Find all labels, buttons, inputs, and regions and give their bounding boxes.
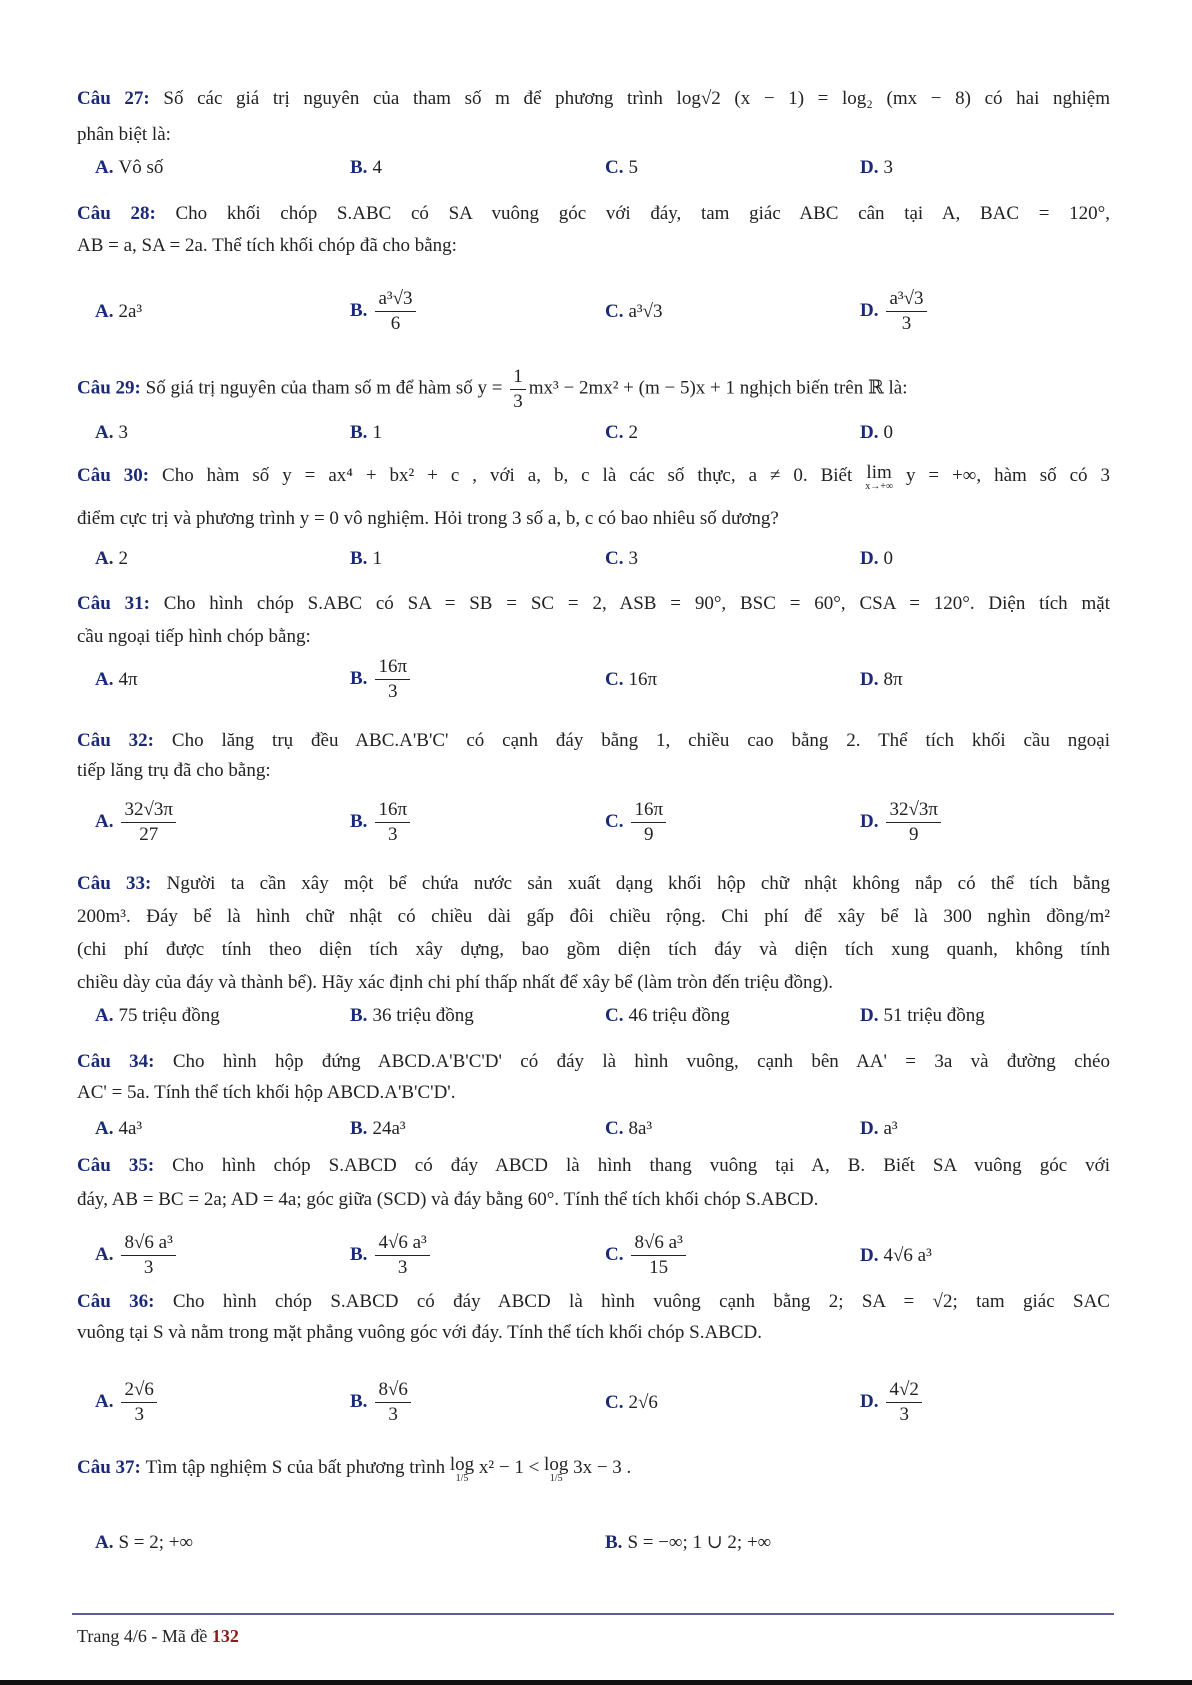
- numerator: 2√6: [121, 1378, 156, 1403]
- option-letter: B.: [350, 157, 368, 178]
- text-run: 0: [883, 422, 893, 443]
- answer-option[interactable]: [95, 1003, 220, 1029]
- fraction: [121, 798, 176, 847]
- text-run: a³: [883, 1118, 898, 1139]
- option-letter: D.: [860, 1245, 879, 1266]
- answer-option[interactable]: [350, 1231, 433, 1280]
- answer-option[interactable]: [95, 798, 179, 847]
- numerator: 8√6: [375, 1378, 410, 1403]
- answer-option[interactable]: [860, 546, 893, 572]
- option-letter: A.: [95, 669, 114, 690]
- numerator: 8√6 a³: [121, 1231, 175, 1256]
- answer-option[interactable]: [95, 1231, 179, 1280]
- question-label: Câu 36:: [77, 1291, 173, 1312]
- question-text-line: [77, 728, 1110, 754]
- denominator: 3: [134, 1403, 144, 1425]
- text-run: 3: [628, 548, 638, 569]
- question-label: Câu 32:: [77, 730, 172, 751]
- answer-option[interactable]: [95, 420, 128, 446]
- answer-option[interactable]: [860, 287, 930, 336]
- answer-option[interactable]: [95, 667, 138, 693]
- option-letter: C.: [605, 1243, 624, 1265]
- text-run: 16π: [628, 669, 658, 690]
- option-letter: A.: [95, 1118, 114, 1139]
- option-letter: D.: [860, 669, 879, 690]
- question-text-line: [77, 86, 1110, 112]
- numerator: 1: [510, 365, 526, 390]
- text-run: 3: [883, 157, 893, 178]
- answer-option[interactable]: [860, 1243, 932, 1269]
- option-letter: B.: [350, 299, 368, 321]
- answer-option[interactable]: [860, 1378, 925, 1427]
- question-text-line: [77, 122, 1110, 148]
- question-text-line: [77, 1080, 1110, 1106]
- text-run: 2: [628, 422, 638, 443]
- question-text-line: [77, 758, 1110, 784]
- option-letter: A.: [95, 1390, 114, 1412]
- text-run: 2a³: [118, 301, 143, 322]
- text-run: tiếp lăng trụ đã cho bằng:: [77, 760, 271, 781]
- question-label: Câu 33:: [77, 873, 167, 894]
- denominator: 3: [513, 390, 523, 412]
- text-run: 5: [628, 157, 638, 178]
- answer-option[interactable]: [605, 420, 638, 446]
- denominator: 9: [644, 823, 654, 845]
- fraction: [375, 1231, 429, 1280]
- answer-option[interactable]: [605, 1231, 689, 1280]
- option-letter: B.: [350, 1005, 368, 1026]
- option-letter: D.: [860, 157, 879, 178]
- operator: log: [449, 1454, 475, 1475]
- text-run: 200m³. Đáy bể là hình chữ nhật có chiều dài gấp đôi chiều rộng. Chi phí để xây bể là 300 nghìn đồng/m²: [77, 906, 1110, 927]
- text-run: 51 triệu đồng: [883, 1005, 985, 1026]
- footer-page-text: Trang 4/6 - Mã đề: [77, 1626, 212, 1646]
- operator-subscript: 1/5: [455, 1473, 469, 1484]
- numerator: 32√3π: [121, 798, 176, 823]
- text-run: 4√6 a³: [883, 1245, 932, 1266]
- text-run: (chi phí được tính theo diện tích xây dựng, bao gồm diện tích đáy và diện tích xung quanh, không tính: [77, 939, 1110, 960]
- text-run: Cho hình chóp S.ABC có SA = SB = SC = 2, ASB = 90°, BSC = 60°, CSA = 120°. Diện tích mặt: [163, 593, 1110, 614]
- denominator: 3: [387, 823, 398, 845]
- option-letter: C.: [605, 810, 624, 832]
- answer-option[interactable]: [350, 1378, 414, 1427]
- answer-option[interactable]: [605, 667, 657, 693]
- option-letter: A.: [95, 1005, 114, 1026]
- answer-option[interactable]: [350, 1003, 474, 1029]
- text-run: mx³ − 2mx² + (m − 5)x + 1 nghịch biến trên ℝ là:: [528, 377, 908, 399]
- text-run: 46 triệu đồng: [628, 1005, 730, 1026]
- text-run: Cho hàm số y = ax⁴ + bx² + c , với a, b, c là các số thực, a ≠ 0. Biết: [162, 465, 866, 486]
- fraction: [375, 798, 410, 847]
- question-text-line: [77, 904, 1110, 930]
- text-run: 75 triệu đồng: [118, 1005, 220, 1026]
- question-label: Câu 31:: [77, 593, 164, 614]
- text-run: 0: [883, 548, 893, 569]
- operator-with-subscript: [865, 463, 893, 492]
- operator-subscript: x→+∞: [865, 481, 893, 492]
- answer-option[interactable]: [605, 1116, 652, 1142]
- operator: lim: [866, 462, 892, 483]
- numerator: a³√3: [886, 287, 926, 312]
- fraction: [631, 1231, 685, 1280]
- text-run: 2: [118, 548, 128, 569]
- footer-divider: [72, 1613, 1114, 1615]
- answer-option[interactable]: [95, 546, 128, 572]
- option-letter: D.: [860, 548, 879, 569]
- option-letter: B.: [350, 1118, 368, 1139]
- answer-option[interactable]: [605, 1530, 771, 1556]
- answer-option[interactable]: [350, 546, 382, 572]
- text-run: Cho hình chóp S.ABCD có đáy ABCD là hình vuông cạnh bằng 2; SA = √2; tam giác SAC: [172, 1291, 1110, 1312]
- option-letter: A.: [95, 301, 114, 322]
- fraction: [631, 798, 666, 847]
- numerator: 16π: [631, 798, 666, 823]
- question-text-line: [77, 1455, 1110, 1484]
- denominator: 3: [901, 312, 912, 334]
- operator: log: [544, 1454, 569, 1475]
- option-letter: C.: [605, 422, 624, 443]
- question-label: Câu 27:: [77, 88, 164, 109]
- question-label: Câu 37:: [77, 1457, 146, 1478]
- denominator: 3: [397, 1256, 408, 1278]
- option-letter: C.: [605, 548, 624, 569]
- numerator: 16π: [375, 798, 410, 823]
- text-run: a³√3: [628, 301, 663, 322]
- question-text-line: [77, 591, 1110, 617]
- numerator: a³√3: [375, 287, 415, 312]
- numerator: 4√2: [886, 1378, 921, 1403]
- denominator: 3: [387, 680, 398, 702]
- text-run: 4π: [118, 669, 138, 690]
- fraction: [375, 655, 410, 704]
- text-run: 24a³: [372, 1118, 406, 1139]
- text-run: Cho hình hộp đứng ABCD.A'B'C'D' có đáy là hình vuông, cạnh bên AA' = 3a và đường chéo: [172, 1051, 1110, 1072]
- option-letter: B.: [350, 548, 368, 569]
- question-text-line: [77, 506, 1110, 532]
- text-run: Tìm tập nghiệm S của bất phương trình: [145, 1457, 450, 1478]
- question-label: Câu 30:: [77, 465, 163, 486]
- operator-with-subscript: [544, 1455, 568, 1484]
- option-letter: C.: [605, 157, 624, 178]
- question-text-line: [77, 463, 1110, 492]
- text-run: Người ta cần xây một bể chứa nước sản xuất dạng khối hộp chữ nhật không nắp có thể tích bằng: [166, 873, 1110, 894]
- text-run: Cho khối chóp S.ABC có SA vuông góc với đáy, tam giác ABC cân tại A, BAC = 120°,: [175, 203, 1110, 224]
- answer-option[interactable]: [860, 798, 944, 847]
- question-text-line: [77, 970, 1110, 996]
- question-text-line: [77, 1289, 1110, 1315]
- option-letter: C.: [605, 1118, 624, 1139]
- question-text-line: [77, 1187, 1110, 1213]
- exam-code: 132: [211, 1626, 239, 1646]
- text-run: 3: [118, 422, 128, 443]
- denominator: 27: [139, 823, 159, 845]
- answer-option[interactable]: [350, 1116, 406, 1142]
- fraction: [375, 1378, 410, 1427]
- option-letter: D.: [860, 1118, 879, 1139]
- page-bottom-edge: [0, 1680, 1192, 1685]
- text-run: S = −∞; 1 ∪ 2; +∞: [627, 1532, 772, 1553]
- text-run: Vô số: [118, 157, 164, 178]
- answer-option[interactable]: [605, 1003, 730, 1029]
- answer-option[interactable]: [350, 798, 413, 847]
- question-text-line: [77, 624, 1110, 650]
- option-letter: C.: [605, 1005, 624, 1026]
- text-run: AC' = 5a. Tính thể tích khối hộp ABCD.A'B'C'D'.: [77, 1082, 456, 1103]
- operator-subscript: 1/5: [549, 1473, 563, 1484]
- question-label: Câu 28:: [77, 203, 176, 224]
- text-run: 1: [372, 548, 382, 569]
- option-letter: D.: [860, 422, 879, 443]
- question-text-line: [77, 365, 1110, 414]
- option-letter: A.: [95, 157, 114, 178]
- answer-option[interactable]: [860, 667, 903, 693]
- question-text-line: [77, 1049, 1110, 1075]
- answer-option[interactable]: [860, 420, 893, 446]
- text-run: y = +∞, hàm số có 3: [892, 465, 1110, 486]
- text-run: cầu ngoại tiếp hình chóp bằng:: [77, 626, 311, 647]
- option-letter: B.: [350, 1243, 368, 1265]
- fraction: [886, 287, 926, 336]
- answer-option[interactable]: [95, 155, 163, 181]
- answer-option[interactable]: [860, 1116, 898, 1142]
- denominator: 3: [388, 1403, 398, 1425]
- question-text-line: [77, 233, 1110, 259]
- text-run: 2√6: [628, 1392, 658, 1413]
- option-letter: A.: [95, 810, 114, 832]
- numerator: 16π: [375, 655, 410, 680]
- page-footer: [77, 1626, 239, 1647]
- numerator: 4√6 a³: [375, 1231, 429, 1256]
- answer-option[interactable]: [95, 1378, 160, 1427]
- denominator: 3: [143, 1256, 154, 1278]
- answer-option[interactable]: [605, 1390, 658, 1416]
- numerator: 32√3π: [886, 798, 941, 823]
- option-letter: B.: [605, 1532, 623, 1553]
- answer-option[interactable]: [350, 155, 382, 181]
- fraction: [375, 287, 415, 336]
- fraction: [121, 1231, 175, 1280]
- text-run: 1: [372, 422, 382, 443]
- text-run: phân biệt là:: [77, 124, 171, 145]
- denominator: 6: [390, 312, 401, 334]
- text-run: Cho hình chóp S.ABCD có đáy ABCD là hình thang vuông tại A, B. Biết SA vuông góc với: [172, 1155, 1110, 1176]
- question-text-line: [77, 937, 1110, 963]
- question-text-line: [77, 1153, 1110, 1179]
- option-letter: D.: [860, 1005, 879, 1026]
- text-run: 3x − 3 .: [568, 1457, 632, 1478]
- question-text-line: [77, 1320, 1110, 1346]
- text-run: S = 2; +∞: [118, 1532, 194, 1553]
- fraction: [121, 1378, 156, 1427]
- fraction: [510, 365, 526, 414]
- option-letter: B.: [350, 810, 368, 832]
- option-letter: D.: [860, 299, 879, 321]
- text-run: AB = a, SA = 2a. Thể tích khối chóp đã cho bằng:: [77, 235, 457, 256]
- text-run: vuông tại S và nằm trong mặt phẳng vuông góc với đáy. Tính thể tích khối chóp S.ABCD.: [77, 1322, 763, 1343]
- option-letter: B.: [350, 667, 368, 689]
- answer-option[interactable]: [95, 1530, 193, 1556]
- answer-option[interactable]: [605, 299, 663, 325]
- option-letter: D.: [860, 1390, 879, 1412]
- option-letter: C.: [605, 669, 624, 690]
- option-letter: A.: [95, 422, 114, 443]
- text-run: điểm cực trị và phương trình y = 0 vô nghiệm. Hỏi trong 3 số a, b, c có bao nhiêu số dương?: [77, 508, 779, 529]
- text-run: chiều dày của đáy và thành bể). Hãy xác định chi phí thấp nhất để xây bể (làm tròn đến triệu đồng).: [77, 972, 834, 993]
- option-letter: A.: [95, 1243, 114, 1265]
- question-label: Câu 35:: [77, 1155, 173, 1176]
- question-text-line: [77, 871, 1110, 897]
- option-letter: A.: [95, 548, 114, 569]
- answer-option[interactable]: [605, 546, 638, 572]
- fraction: [886, 1378, 921, 1427]
- option-letter: C.: [605, 1392, 624, 1413]
- answer-option[interactable]: [95, 1116, 142, 1142]
- text-run: 36 triệu đồng: [372, 1005, 474, 1026]
- option-letter: D.: [860, 810, 879, 832]
- text-run: 8a³: [628, 1118, 653, 1139]
- option-letter: A.: [95, 1532, 114, 1553]
- fraction: [886, 798, 941, 847]
- option-letter: B.: [350, 1390, 368, 1412]
- text-run: Số giá trị nguyên của tham số m để hàm số y =: [145, 377, 508, 399]
- text-run: x² − 1 <: [474, 1457, 545, 1478]
- text-run: 4: [372, 157, 382, 178]
- denominator: 3: [899, 1403, 909, 1425]
- answer-option[interactable]: [350, 287, 419, 336]
- answer-option[interactable]: [605, 155, 638, 181]
- numerator: 8√6 a³: [631, 1231, 685, 1256]
- answer-option[interactable]: [605, 798, 669, 847]
- answer-option[interactable]: [860, 155, 893, 181]
- question-label: Câu 29:: [77, 377, 146, 399]
- answer-option[interactable]: [95, 299, 142, 325]
- option-letter: C.: [605, 301, 624, 322]
- text-run: đáy, AB = BC = 2a; AD = 4a; góc giữa (SCD) và đáy bằng 60°. Tính thể tích khối chóp S.ABCD.: [77, 1189, 819, 1210]
- question-text-line: [77, 201, 1110, 227]
- question-label: Câu 34:: [77, 1051, 173, 1072]
- answer-option[interactable]: [860, 1003, 985, 1029]
- denominator: 9: [909, 823, 919, 845]
- denominator: 15: [649, 1256, 669, 1278]
- text-run: 8π: [883, 669, 903, 690]
- text-run: Cho lăng trụ đều ABC.A'B'C' có cạnh đáy bằng 1, chiều cao bằng 2. Thể tích khối cầu ngoại: [171, 730, 1110, 751]
- operator-with-subscript: [450, 1455, 474, 1484]
- answer-option[interactable]: [350, 655, 413, 704]
- answer-option[interactable]: [350, 420, 382, 446]
- option-letter: B.: [350, 422, 368, 443]
- text-run: 4a³: [118, 1118, 143, 1139]
- text-run: Số các giá trị nguyên của tham số m để phương trình log√2 (x − 1) = log₂ (mx − 8) có hai nghiệm: [163, 88, 1110, 109]
